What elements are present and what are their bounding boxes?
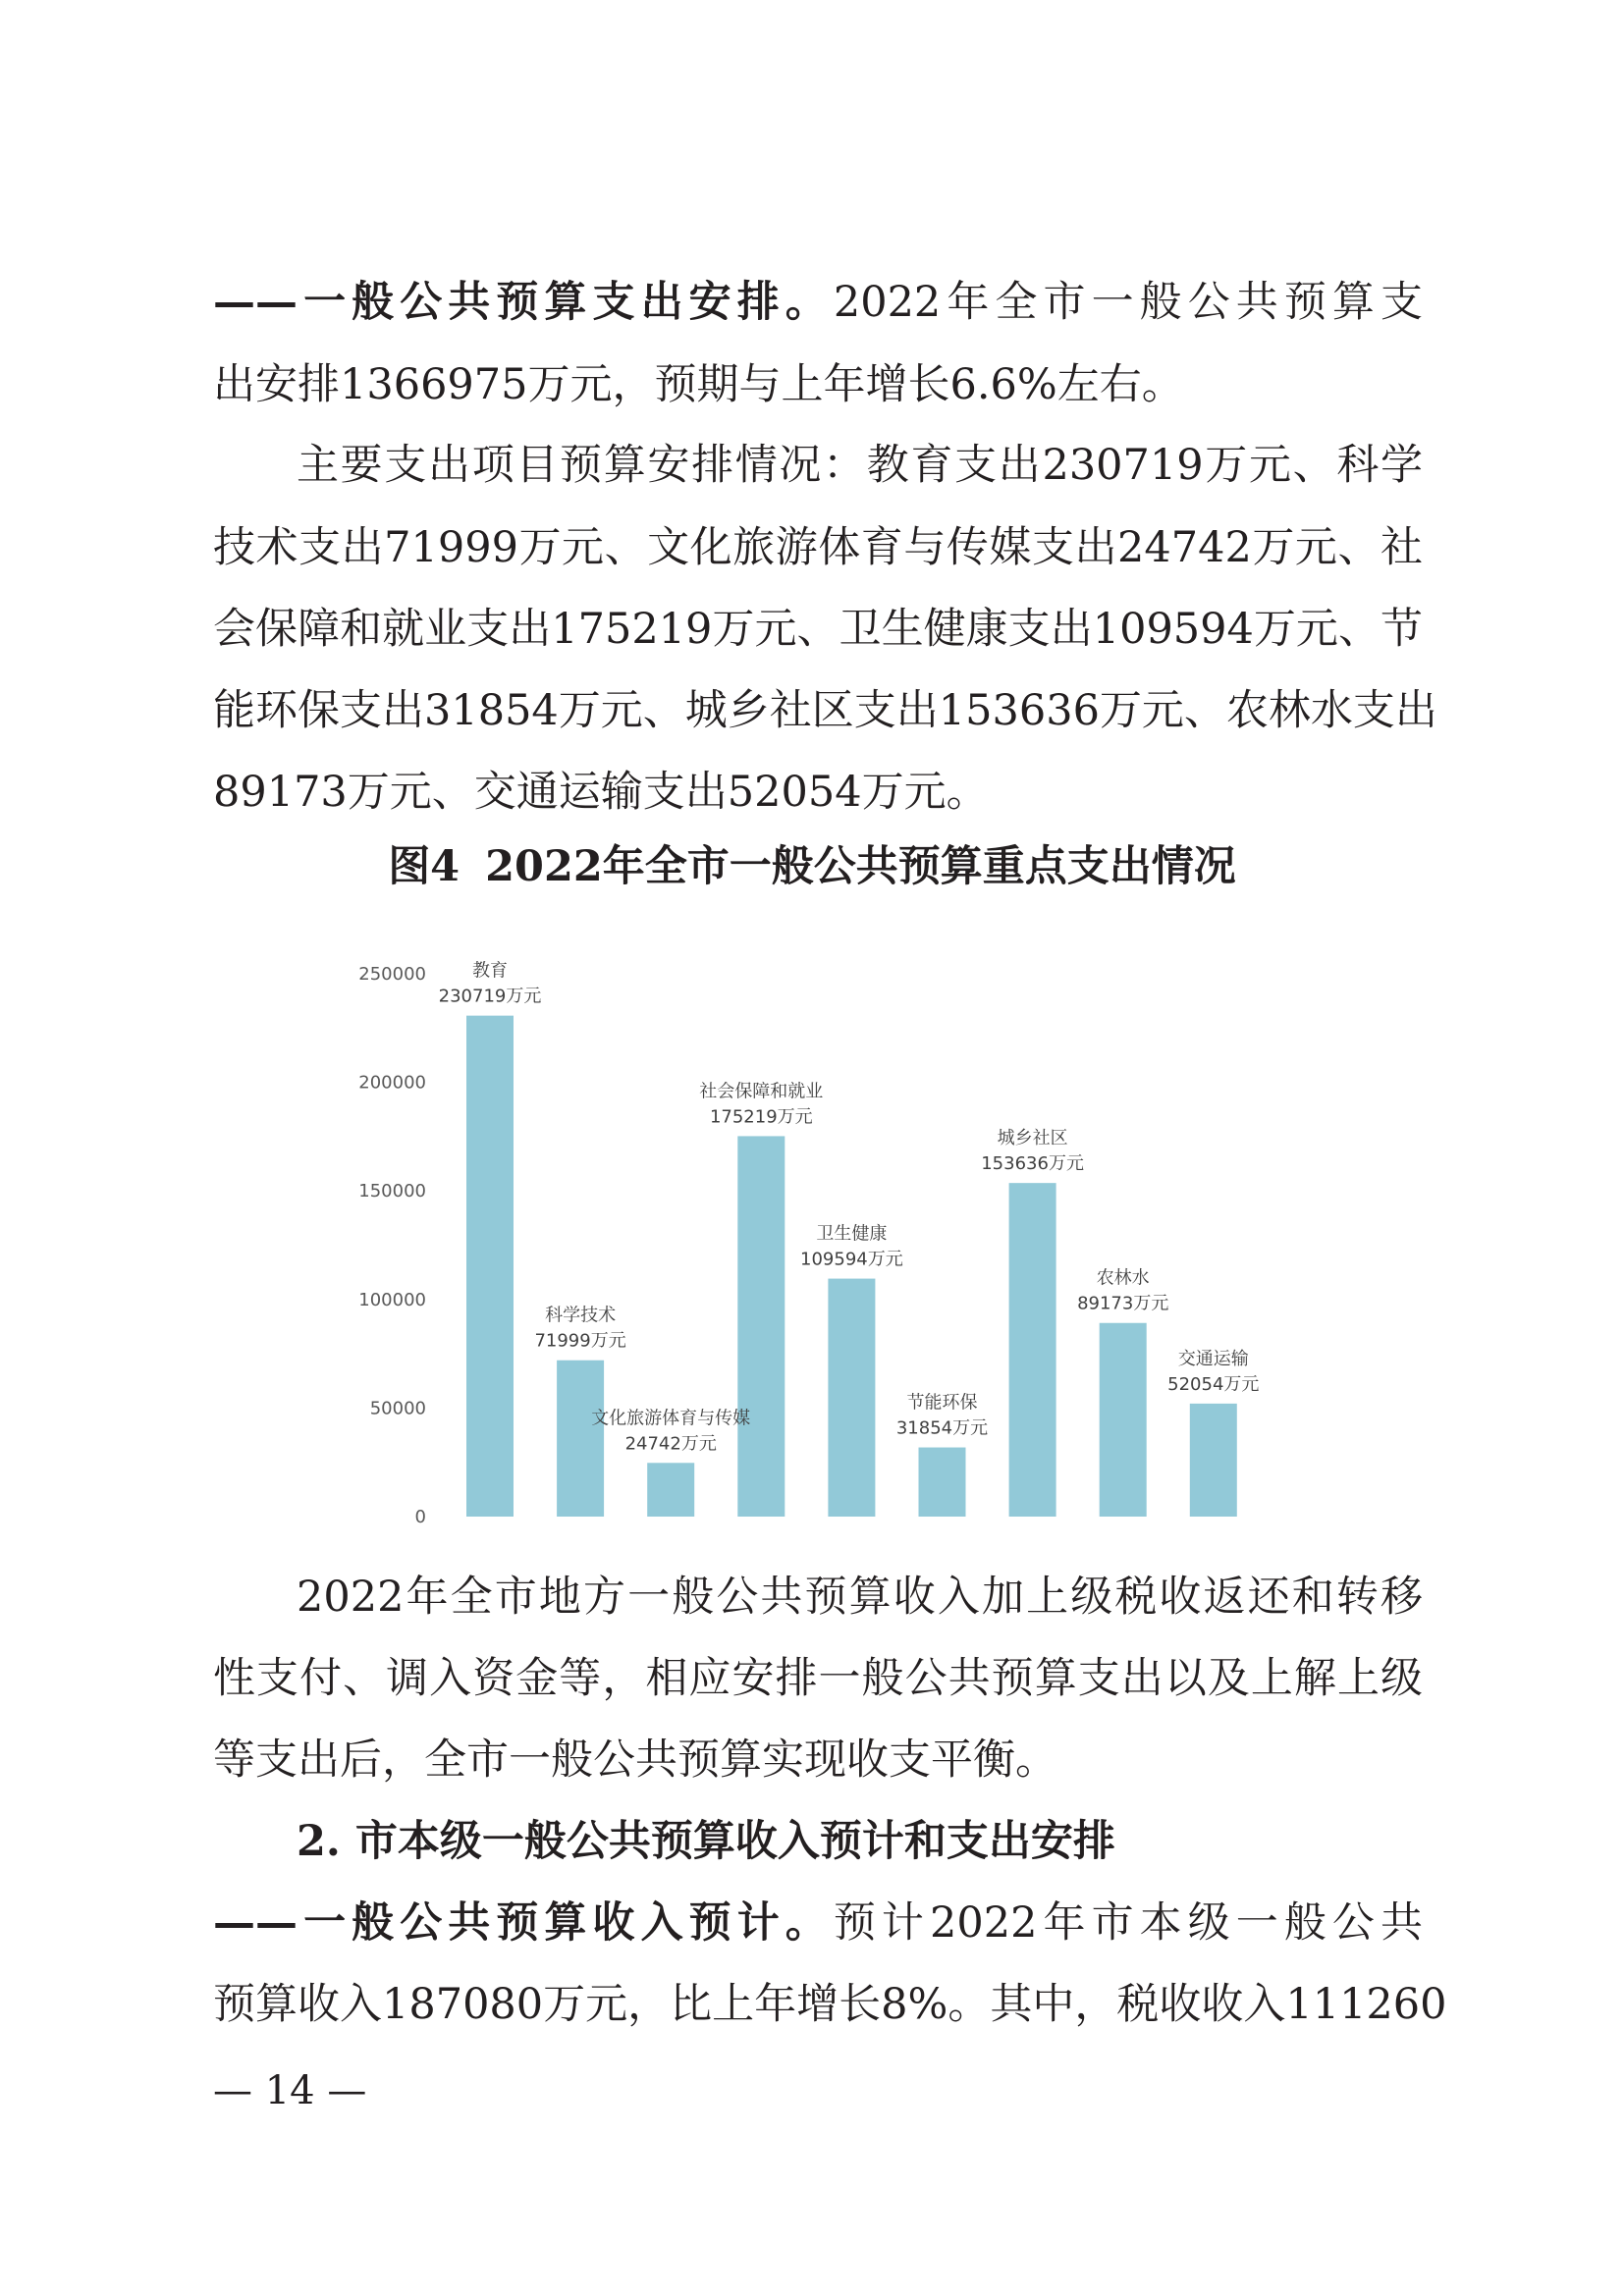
section-lead-revenue: ——一般公共预算收入预计。 bbox=[213, 1898, 834, 1948]
y-tick-label: 150000 bbox=[358, 1181, 426, 1202]
bar bbox=[737, 1136, 785, 1517]
bar-value-label: 109594万元 bbox=[800, 1249, 903, 1270]
para-2-line-1: 主要支出项目预算安排情况：教育支出230719万元、科学 bbox=[297, 441, 1423, 490]
y-tick-label: 0 bbox=[414, 1507, 426, 1527]
y-tick-label: 250000 bbox=[358, 964, 426, 985]
para-1-line-2: 出安排1366975万元，预期与上年增长6.6%左右。 bbox=[213, 360, 1184, 409]
bar-value-label: 153636万元 bbox=[981, 1153, 1084, 1175]
para-1-line-1 bbox=[213, 273, 1423, 332]
bar-category-label: 卫生健康 bbox=[816, 1223, 888, 1245]
bar bbox=[1190, 1404, 1237, 1517]
bar-value-label: 31854万元 bbox=[895, 1417, 989, 1439]
para-2-line-2: 技术支出71999万元、文化旅游体育与传媒支出24742万元、社 bbox=[213, 523, 1423, 572]
bar-category-label: 农林水 bbox=[1096, 1267, 1150, 1289]
bar-category-label: 交通运输 bbox=[1177, 1348, 1249, 1369]
y-tick-label: 200000 bbox=[358, 1072, 426, 1094]
expenditure-bar-chart bbox=[0, 923, 1624, 1531]
para-4-line-1 bbox=[213, 1894, 1423, 1952]
bar-category-label: 社会保障和就业 bbox=[699, 1081, 824, 1102]
figure-number: 图4 bbox=[388, 842, 460, 891]
figure-title bbox=[0, 837, 1624, 896]
para-2-line-4: 能环保支出31854万元、城乡社区支出153636万元、农林水支出 bbox=[213, 686, 1437, 735]
bar-category-label: 科学技术 bbox=[545, 1305, 617, 1326]
para-3-line-1: 2022年全市地方一般公共预算收入加上级税收返还和转移 bbox=[297, 1573, 1423, 1622]
bar-category-label: 节能环保 bbox=[906, 1392, 978, 1414]
bar-category-label: 城乡社区 bbox=[997, 1128, 1068, 1149]
bar-category-label: 文化旅游体育与传媒 bbox=[591, 1408, 751, 1429]
para-3-line-2: 性支付、调入资金等，相应安排一般公共预算支出以及上解上级 bbox=[213, 1654, 1423, 1703]
bar-value-label: 230719万元 bbox=[438, 986, 542, 1007]
bar-value-label: 89173万元 bbox=[1077, 1293, 1169, 1314]
bar bbox=[828, 1279, 875, 1517]
para-1-line-1-text: 2022年全市一般公共预算支 bbox=[833, 278, 1424, 327]
para-4-line-2: 预算收入187080万元，比上年增长8%。其中，税收收入111260 bbox=[213, 1980, 1447, 2029]
para-2-line-5: 89173万元、交通运输支出52054万元。 bbox=[213, 768, 989, 817]
para-4-line-1-text: 预计2022年市本级一般公共 bbox=[833, 1898, 1424, 1948]
bar bbox=[919, 1448, 966, 1517]
bar-category-label: 教育 bbox=[472, 960, 508, 982]
bar-value-label: 52054万元 bbox=[1167, 1373, 1260, 1395]
bar-value-label: 175219万元 bbox=[709, 1106, 813, 1128]
para-2-line-3: 会保障和就业支出175219万元、卫生健康支出109594万元、节 bbox=[213, 605, 1423, 654]
bar bbox=[1100, 1323, 1147, 1517]
section-heading: 2. 市本级一般公共预算收入预计和支出安排 bbox=[297, 1817, 1115, 1866]
bar-value-label: 24742万元 bbox=[624, 1433, 717, 1455]
para-3-line-3: 等支出后，全市一般公共预算实现收支平衡。 bbox=[213, 1735, 1057, 1785]
bar-value-label: 71999万元 bbox=[534, 1330, 626, 1352]
page-number: — 14 — bbox=[213, 2068, 367, 2113]
bar bbox=[557, 1361, 604, 1517]
y-tick-label: 50000 bbox=[369, 1398, 426, 1419]
bar bbox=[1009, 1183, 1056, 1517]
bar bbox=[647, 1463, 694, 1517]
y-tick-label: 100000 bbox=[358, 1289, 426, 1310]
y-axis bbox=[358, 964, 426, 1527]
section-lead-spending: ——一般公共预算支出安排。 bbox=[213, 278, 834, 327]
figure-caption: 2022年全市一般公共预算重点支出情况 bbox=[485, 842, 1236, 891]
bar bbox=[466, 1016, 514, 1517]
